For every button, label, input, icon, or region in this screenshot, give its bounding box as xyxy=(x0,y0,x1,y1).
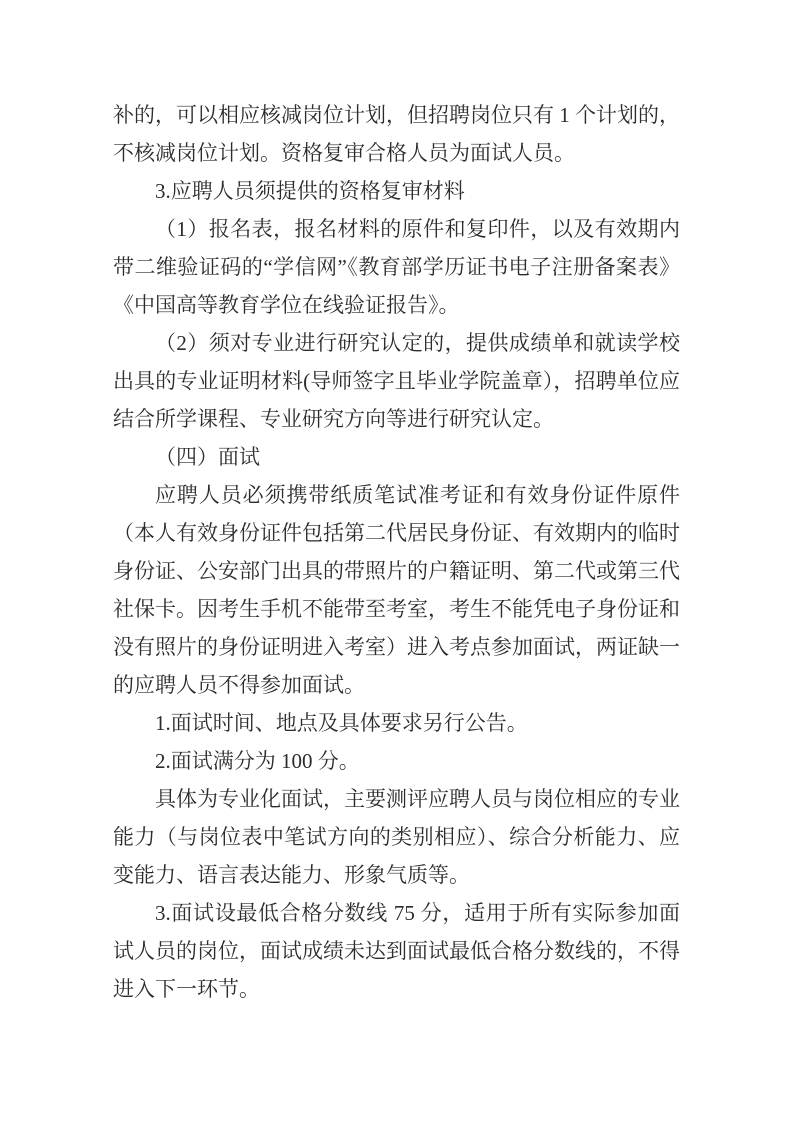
paragraph: 3.面试设最低合格分数线 75 分，适用于所有实际参加面试人员的岗位，面试成绩未达到面试最低合格分数线的，不得进入下一环节。 xyxy=(113,901,680,1001)
paragraph: 3.应聘人员须提供的资格复审材料 xyxy=(155,179,465,203)
paragraph: 1.面试时间、地点及具体要求另行公告。 xyxy=(155,711,528,735)
paragraph: （2）须对专业进行研究认定的，提供成绩单和就读学校出具的专业证明材料(导师签字且毕业学院盖章），招聘单位应结合所学课程、专业研究方向等进行研究认定。 xyxy=(113,331,680,431)
paragraph: （四）面试 xyxy=(155,445,260,469)
paragraph: 补的，可以相应核减岗位计划，但招聘岗位只有 1 个计划的，不核减岗位计划。资格复审合格人员为面试人员。 xyxy=(113,103,680,165)
paragraph: 具体为专业化面试，主要测评应聘人员与岗位相应的专业能力（与岗位表中笔试方向的类别相应）、综合分析能力、应变能力、语言表达能力、形象气质等。 xyxy=(113,787,680,887)
paragraph: 2.面试满分为 100 分。 xyxy=(155,749,360,773)
paragraph: 应聘人员必须携带纸质笔试准考证和有效身份证件原件（本人有效身份证件包括第二代居民身份证、有效期内的临时身份证、公安部门出具的带照片的户籍证明、第二代或第三代社保卡。因考生手机不能带至考室，考生不能凭电子身份证和没有照片的身份证明进入考室）进入考点参加面试，两证缺一的应聘人员不得参加面试。 xyxy=(113,483,680,697)
paragraph: （1）报名表，报名材料的原件和复印件，以及有效期内带二维验证码的“学信网”《教育部学历证书电子注册备案表》《中国高等教育学位在线验证报告》。 xyxy=(113,217,680,317)
